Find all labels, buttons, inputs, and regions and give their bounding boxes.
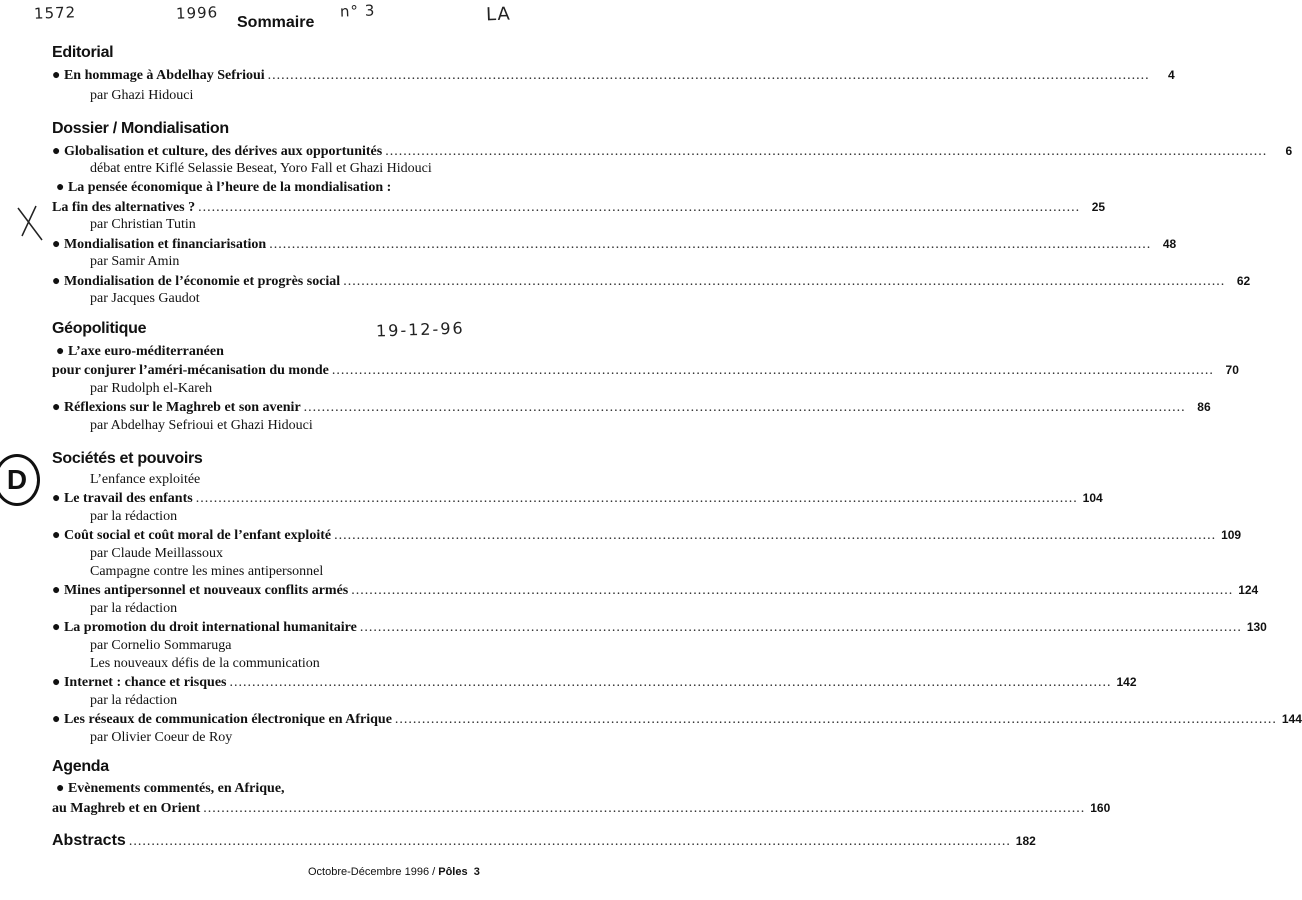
toc-entry[interactable] — [52, 273, 1251, 290]
page-number: 142 — [1116, 675, 1137, 689]
bullet-icon: ● — [52, 620, 61, 635]
entry-title: Les réseaux de communication électronique en Afrique — [63, 712, 392, 727]
dot-leader — [332, 362, 1214, 379]
page-number: 160 — [1090, 801, 1111, 815]
page-number: 48 — [1162, 237, 1177, 251]
bullet-icon: ● — [52, 491, 61, 506]
handwritten-reference: 1572 — [33, 3, 77, 23]
entry-title: Mondialisation de l’économie et progrès social — [63, 274, 341, 289]
entry-author: par la rédaction — [90, 693, 178, 708]
footer-journal: Pôles — [438, 866, 468, 878]
entry-title: En hommage à Abdelhay Sefrioui — [63, 68, 265, 83]
toc-entry[interactable] — [52, 582, 1259, 599]
dot-leader — [196, 490, 1078, 507]
dot-leader — [203, 800, 1085, 817]
bullet-icon: ● — [56, 180, 65, 195]
dot-leader — [304, 399, 1186, 416]
page-number: 109 — [1221, 528, 1242, 542]
toc-entry[interactable] — [52, 236, 1177, 253]
section-heading-geopolitique: Géopolitique — [52, 320, 147, 337]
toc-entry-abstracts[interactable] — [52, 832, 1036, 850]
entry-author: par Claude Meillassoux — [90, 546, 223, 561]
dot-leader — [385, 143, 1267, 160]
group-label: Campagne contre les mines antipersonnel — [90, 564, 324, 579]
toc-entry[interactable] — [52, 143, 1293, 160]
dot-leader — [269, 236, 1151, 253]
bullet-icon: ● — [52, 144, 61, 159]
entry-author: par Rudolph el-Kareh — [90, 381, 213, 396]
group-label: L’enfance exploitée — [90, 472, 201, 487]
dot-leader — [230, 674, 1112, 691]
bullet-icon: ● — [52, 400, 61, 415]
entry-title-line[interactable] — [56, 179, 391, 196]
toc-entry[interactable] — [52, 711, 1302, 728]
toc-entry[interactable] — [52, 199, 1106, 216]
entry-title-line[interactable] — [56, 343, 224, 360]
entry-title: La promotion du droit international humanitaire — [63, 620, 357, 635]
bullet-icon: ● — [52, 675, 61, 690]
entry-title: Evènements commentés, en Afrique, — [67, 781, 285, 796]
dot-leader — [395, 711, 1277, 728]
toc-entry[interactable] — [52, 490, 1103, 507]
entry-author: par Olivier Coeur de Roy — [90, 730, 233, 745]
bullet-icon: ● — [52, 274, 61, 289]
footer-issue: Octobre-Décembre 1996 / — [308, 866, 439, 878]
margin-stamp-d: D — [0, 454, 40, 506]
bullet-icon: ● — [52, 712, 61, 727]
dot-leader — [198, 199, 1080, 216]
entry-author: par Christian Tutin — [90, 217, 196, 232]
page-number: 6 — [1285, 144, 1293, 158]
section-heading-abstracts: Abstracts — [52, 832, 126, 849]
group-label: Les nouveaux défis de la communication — [90, 656, 320, 671]
toc-entry[interactable] — [52, 399, 1211, 416]
toc-entry[interactable] — [52, 619, 1267, 636]
entry-author: par Abdelhay Sefrioui et Ghazi Hidouci — [90, 418, 313, 433]
toc-entry[interactable] — [52, 362, 1239, 379]
bullet-icon: ● — [52, 237, 61, 252]
dot-leader — [343, 273, 1225, 290]
dot-leader — [129, 833, 1011, 850]
entry-title: Coût social et coût moral de l’enfant exploité — [63, 528, 332, 543]
entry-title-continued: pour conjurer l’améri-mécanisation du monde — [52, 363, 329, 378]
bullet-icon: ● — [52, 583, 61, 598]
margin-checkmark-icon — [12, 200, 52, 250]
handwritten-date: 19-12-96 — [375, 318, 465, 341]
entry-title-line[interactable] — [56, 780, 285, 797]
handwritten-initials: LA — [485, 3, 512, 26]
page-number: 86 — [1197, 400, 1211, 414]
entry-title: L’axe euro-méditerranéen — [67, 344, 224, 359]
entry-title: Mines antipersonnel et nouveaux conflits armés — [63, 583, 349, 598]
bullet-icon: ● — [56, 344, 65, 359]
entry-title: Réflexions sur le Maghreb et son avenir — [63, 400, 301, 415]
page-number: 144 — [1281, 712, 1302, 726]
entry-author: débat entre Kiflé Selassie Beseat, Yoro Fall et Ghazi Hidouci — [90, 161, 432, 176]
entry-author: par la rédaction — [90, 601, 178, 616]
dot-leader — [268, 67, 1150, 84]
page-number: 182 — [1015, 834, 1036, 848]
toc-entry[interactable] — [52, 67, 1175, 84]
page-number: 70 — [1225, 363, 1239, 377]
handwritten-issue: n° 3 — [339, 1, 376, 21]
bullet-icon: ● — [52, 68, 61, 83]
entry-title: Mondialisation et financiarisation — [63, 237, 267, 252]
page-number: 62 — [1236, 274, 1251, 288]
page-number: 104 — [1082, 491, 1103, 505]
entry-author: par Jacques Gaudot — [90, 291, 200, 306]
page-number: 130 — [1246, 620, 1267, 634]
section-heading-editorial: Editorial — [52, 44, 114, 61]
entry-title-continued: au Maghreb et en Orient — [52, 801, 201, 816]
entry-author: par Cornelio Sommaruga — [90, 638, 232, 653]
bullet-icon: ● — [56, 781, 65, 796]
page-title: Sommaire — [237, 14, 315, 31]
handwritten-year: 1996 — [175, 3, 219, 23]
entry-author: par Samir Amin — [90, 254, 180, 269]
footer-page-number: 3 — [473, 866, 480, 878]
toc-entry[interactable] — [52, 527, 1242, 544]
page-footer — [308, 866, 480, 878]
entry-title: Le travail des enfants — [63, 491, 193, 506]
entry-author: par la rédaction — [90, 509, 178, 524]
section-heading-societes: Sociétés et pouvoirs — [52, 450, 203, 467]
entry-title: La pensée économique à l’heure de la mondialisation : — [67, 180, 392, 195]
toc-entry[interactable] — [52, 674, 1137, 691]
entry-title-continued: La fin des alternatives ? — [52, 200, 196, 215]
page-number: 4 — [1167, 68, 1175, 82]
entry-title: Internet : chance et risques — [63, 675, 227, 690]
entry-author: par Ghazi Hidouci — [90, 88, 194, 103]
page-number: 25 — [1091, 200, 1106, 214]
bullet-icon: ● — [52, 528, 61, 543]
page-number: 124 — [1238, 583, 1259, 597]
dot-leader — [351, 582, 1233, 599]
section-heading-dossier: Dossier / Mondialisation — [52, 120, 229, 137]
toc-entry[interactable] — [52, 800, 1111, 817]
dot-leader — [334, 527, 1216, 544]
section-heading-agenda: Agenda — [52, 758, 109, 775]
entry-title: Globalisation et culture, des dérives aux opportunités — [63, 144, 383, 159]
dot-leader — [360, 619, 1242, 636]
